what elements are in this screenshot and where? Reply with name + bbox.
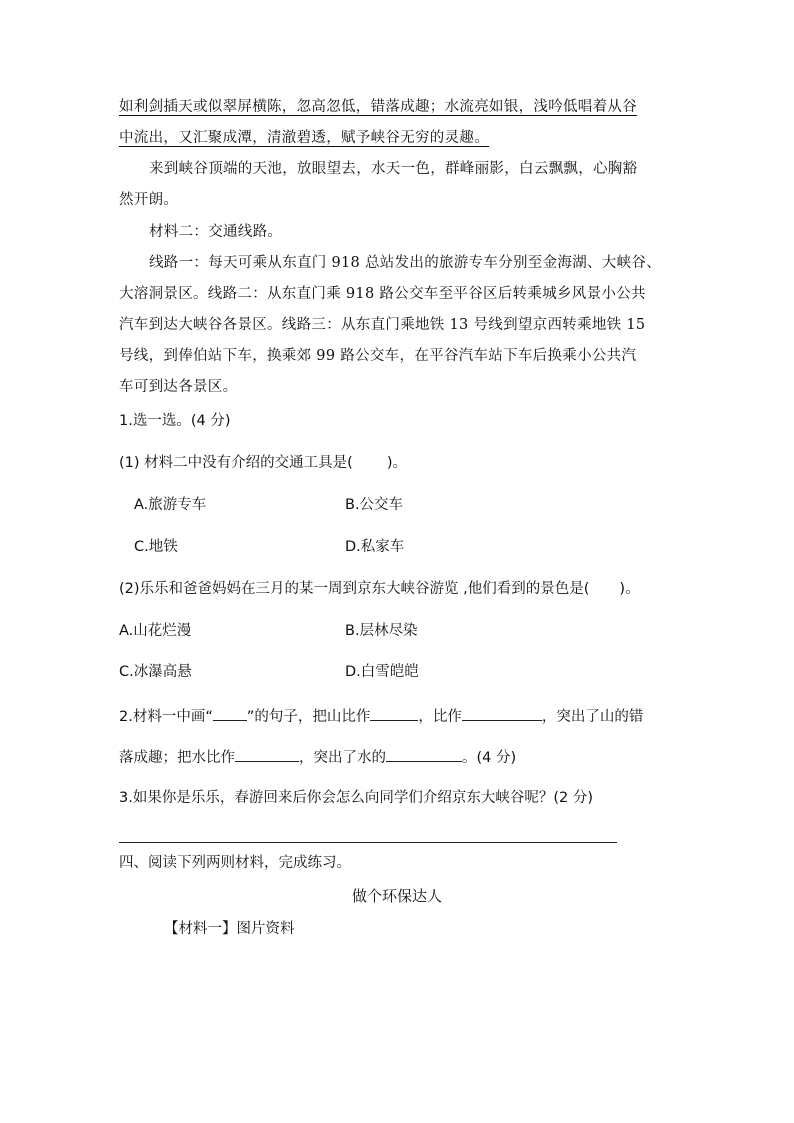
q2-line1: [119, 704, 643, 728]
q2-part6: ，突出了水的: [299, 750, 386, 766]
q1-sub1-stem: [119, 452, 407, 474]
q1-sub2-stem: [119, 578, 640, 600]
q2-part5: 落成趣；把水比作: [119, 750, 235, 766]
section4-title: 做个环保达人: [351, 887, 442, 905]
q2-part7: 。(4 分): [462, 750, 517, 766]
q2-line2: [119, 745, 516, 769]
section4-heading: 四、阅读下列两则材料，完成练习。: [119, 855, 351, 871]
answer-blank[interactable]: [386, 745, 462, 762]
q2-part3: ，比作: [418, 709, 462, 725]
material2-line4: 号线，到俸伯站下车，换乘郊 99 路公交车，在平谷汽车站下车后换乘小公共汽: [119, 348, 637, 364]
material2-title: 材料二：交通线路。: [149, 224, 283, 240]
q1-sub2-option-c[interactable]: C.冰瀑高悬: [119, 664, 192, 680]
q1-sub1-stem-b: )。: [386, 455, 407, 471]
answer-blank[interactable]: [213, 704, 247, 721]
answer-blank[interactable]: [370, 704, 418, 721]
q1-sub1-option-a[interactable]: A.旅游专车: [134, 497, 207, 513]
q3-text: 3.如果你是乐乐，春游回来后你会怎么向同学们介绍京东大峡谷呢？(2 分): [119, 790, 593, 806]
material1-line2: 中流出，又汇聚成潭，清澈碧透，赋予峡谷无穷的灵趣。: [119, 130, 489, 146]
material1-line1: 如利剑插天或似翠屏横陈，忽高忽低，错落成趣；水流亮如银，浅吟低唱着从谷: [119, 99, 637, 115]
q1-sub2-option-b[interactable]: B.层林尽染: [345, 623, 418, 639]
section4-material-label: 【材料一】图片资料: [164, 921, 295, 937]
material2-line3: 汽车到达大峡谷各景区。线路三：从东直门乘地铁 13 号线到望京西转乘地铁 15: [119, 317, 646, 333]
q1-sub1-option-b[interactable]: B.公交车: [345, 497, 404, 513]
q1-title: 1.选一选。(4 分): [119, 413, 231, 429]
material2-line5: 车可到达各景区。: [119, 379, 238, 395]
q2-part1: 2.材料一中画“: [119, 709, 213, 725]
answer-blank[interactable]: [462, 704, 542, 721]
q1-sub2-stem-a: (2)乐乐和爸爸妈妈在三月的某一周到京东大峡谷游览 ,他们看到的景色是(: [119, 581, 590, 597]
material2-line2: 大溶洞景区。线路二：从东直门乘 918 路公交车至平谷区后转乘城乡风景小公共: [119, 286, 646, 302]
q1-sub2-option-a[interactable]: A.山花烂漫: [119, 623, 192, 639]
answer-blank[interactable]: [235, 745, 299, 762]
material1-para2-line2: 然开朗。: [119, 192, 179, 208]
q1-sub2-option-d[interactable]: D.白雪皑皑: [345, 664, 419, 680]
q3-answer-line[interactable]: [119, 842, 617, 843]
q2-part4: ，突出了山的错: [541, 709, 644, 725]
q2-part2: ”的句子，把山比作: [246, 709, 371, 725]
q1-sub1-option-d[interactable]: D.私家车: [345, 539, 405, 555]
q1-sub2-stem-b: )。: [619, 581, 640, 597]
material2-line1: 线路一：每天可乘从东直门 918 总站发出的旅游专车分别至金海湖、大峡谷、: [149, 255, 661, 271]
q1-sub1-stem-a: (1) 材料二中没有介绍的交通工具是(: [119, 455, 353, 471]
material1-para2-line1: 来到峡谷顶端的天池，放眼望去，水天一色，群峰丽影，白云飘飘，心胸豁: [149, 161, 638, 177]
q1-sub1-option-c[interactable]: C.地铁: [134, 539, 178, 555]
